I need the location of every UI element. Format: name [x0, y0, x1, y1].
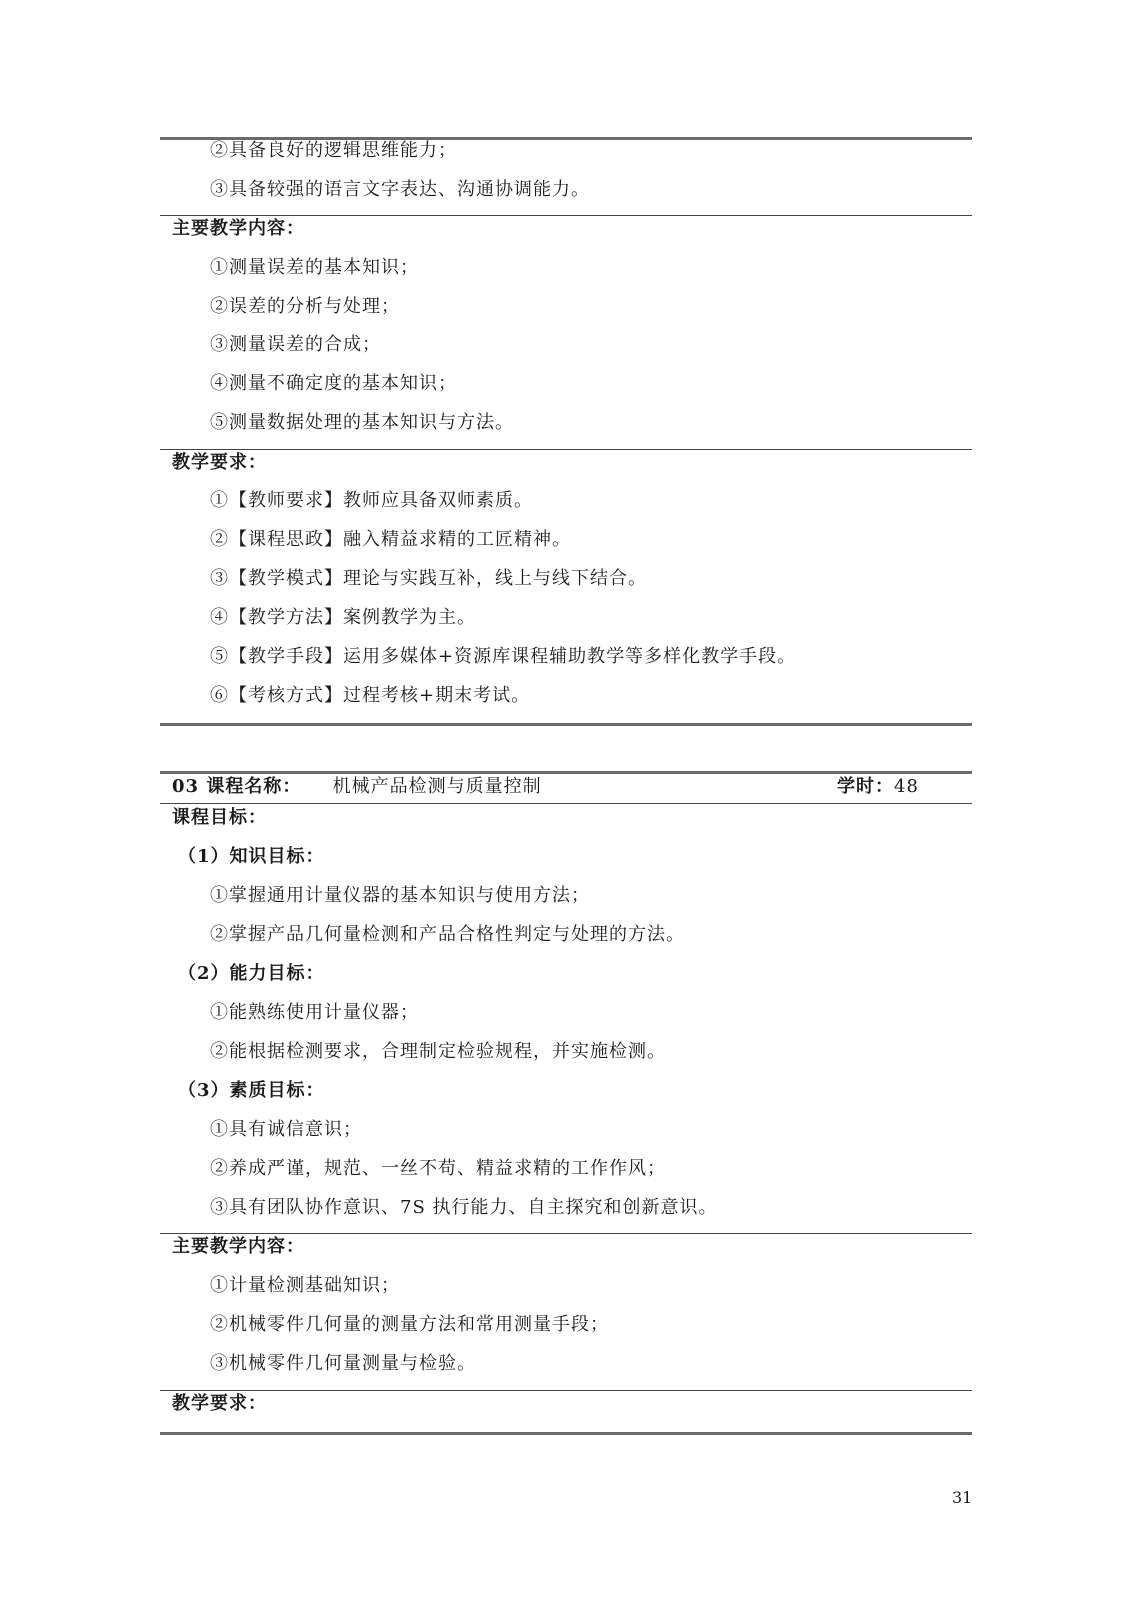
requirements-item: ⑥【考核方式】过程考核+期末考试。	[210, 685, 531, 706]
course-hours	[837, 775, 919, 799]
content-heading: 主要教学内容：	[172, 218, 305, 239]
quality-item: ①具有诚信意识；	[210, 1119, 362, 1140]
ability-heading: （2）能力目标：	[178, 963, 325, 984]
section-divider	[160, 803, 972, 804]
ability-item: ②具备良好的逻辑思维能力；	[210, 140, 457, 161]
content-heading: 主要教学内容：	[172, 1236, 305, 1257]
section-divider	[160, 1390, 972, 1391]
objectives-heading: 课程目标：	[172, 807, 267, 828]
section-divider	[160, 215, 972, 216]
requirements-item: ③【教学模式】理论与实践互补，线上与线下结合。	[210, 568, 647, 589]
ability-item: ③具备较强的语言文字表达、沟通协调能力。	[210, 179, 590, 200]
requirements-item: ①【教师要求】教师应具备双师素质。	[210, 490, 533, 511]
quality-item: ③具有团队协作意识、7S 执行能力、自主探究和创新意识。	[210, 1197, 718, 1218]
knowledge-item: ②掌握产品几何量检测和产品合格性判定与处理的方法。	[210, 924, 685, 945]
quality-item: ②养成严谨，规范、一丝不苟、精益求精的工作作风；	[210, 1158, 666, 1179]
hours-value: 48	[894, 776, 919, 797]
course-name-value: 机械产品检测与质量控制	[332, 776, 542, 797]
content-item: ②误差的分析与处理；	[210, 296, 400, 317]
requirements-heading: 教学要求：	[172, 1393, 267, 1414]
section-divider	[160, 1233, 972, 1234]
content-item: ③测量误差的合成；	[210, 334, 381, 355]
course-name-label: 03 课程名称：	[172, 776, 302, 797]
bottom-rule	[160, 1432, 972, 1435]
content-item: ①测量误差的基本知识；	[210, 257, 419, 278]
page-number: 31	[952, 1488, 973, 1507]
ability-item: ①能熟练使用计量仪器；	[210, 1002, 419, 1023]
content-item: ②机械零件几何量的测量方法和常用测量手段；	[210, 1314, 609, 1335]
quality-heading: （3）素质目标：	[178, 1080, 325, 1101]
block-bottom-rule	[160, 723, 972, 726]
knowledge-heading: （1）知识目标：	[178, 846, 325, 867]
requirements-heading: 教学要求：	[172, 452, 267, 473]
section-divider	[160, 449, 972, 450]
requirements-item: ⑤【教学手段】运用多媒体+资源库课程辅助教学等多样化教学手段。	[210, 646, 797, 667]
ability-item: ②能根据检测要求，合理制定检验规程，并实施检测。	[210, 1041, 666, 1062]
requirements-item: ④【教学方法】案例教学为主。	[210, 607, 476, 628]
knowledge-item: ①掌握通用计量仪器的基本知识与使用方法；	[210, 885, 590, 906]
content-item: ④测量不确定度的基本知识；	[210, 373, 457, 394]
course-top-rule	[160, 771, 972, 774]
content-item: ③机械零件几何量测量与检验。	[210, 1353, 476, 1374]
content-item: ⑤测量数据处理的基本知识与方法。	[210, 412, 514, 433]
hours-label: 学时：	[837, 776, 894, 797]
requirements-item: ②【课程思政】融入精益求精的工匠精神。	[210, 529, 571, 550]
content-item: ①计量检测基础知识；	[210, 1275, 400, 1296]
course-name-row	[172, 775, 542, 799]
